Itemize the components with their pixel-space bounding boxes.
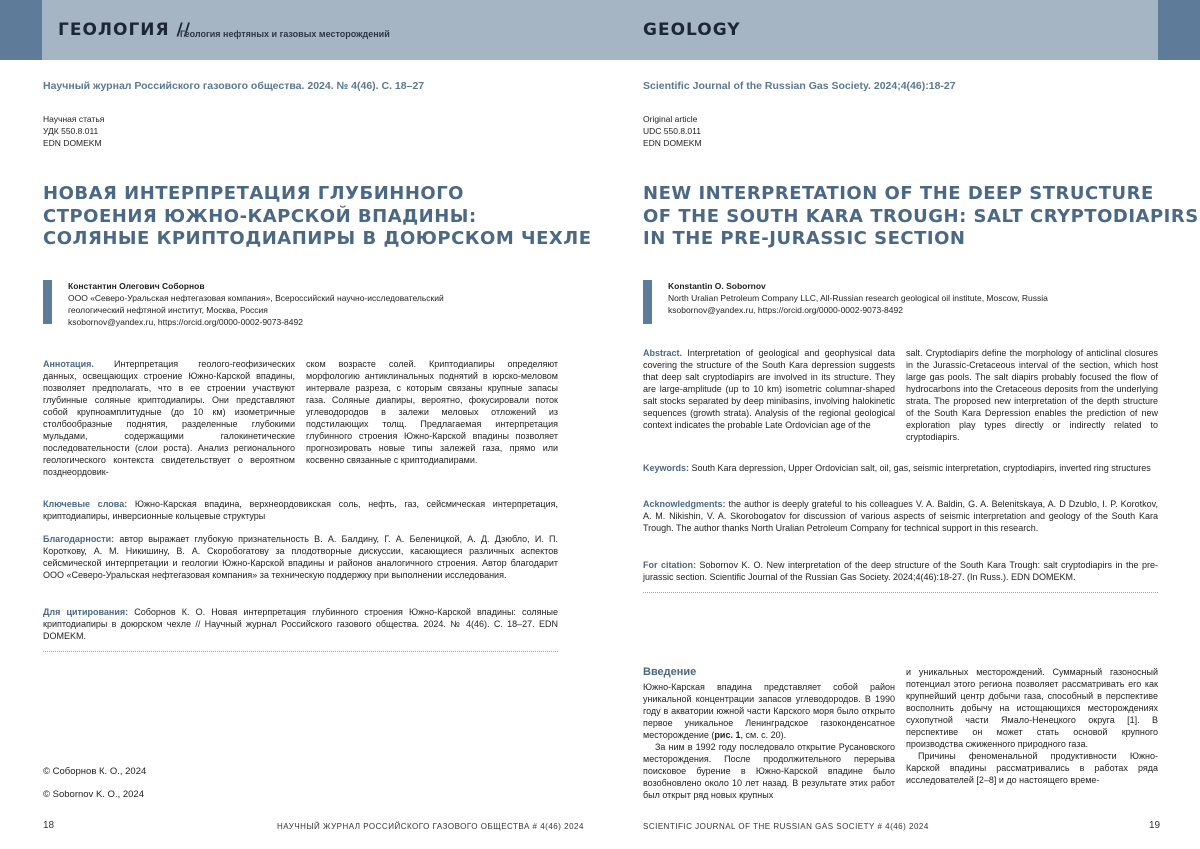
right-section-tab bbox=[1158, 0, 1200, 60]
keywords-text: South Kara depression, Upper Ordovician salt, oil, gas, seismic interpretation, cryptodiapirs, inverted ring structures bbox=[691, 463, 1151, 473]
author-affiliation: North Uralian Petroleum Company LLC, All-Russian research geological oil institute, Moscow, Russia bbox=[668, 293, 1048, 303]
citation-en bbox=[643, 559, 1158, 583]
article-title-ru bbox=[43, 183, 592, 251]
ack-label: Благодарности: bbox=[43, 534, 115, 544]
intro-text: Южно-Карская впадина представляет собой район уникальной концентрации запасов углеводородов. В 1990 году в акватории южной части Карского моря было открыто первое уникальное Ленинградское газоконденсатное месторождение ( bbox=[643, 682, 895, 740]
keywords-ru bbox=[43, 498, 558, 522]
article-meta-en bbox=[643, 113, 702, 149]
title-line: СОЛЯНЫЕ КРИПТОДИАПИРЫ В ДОЮРСКОМ ЧЕХЛЕ bbox=[43, 228, 592, 249]
abstract-ru bbox=[43, 358, 558, 483]
citation-ru bbox=[43, 606, 558, 642]
abstract-en bbox=[643, 347, 1158, 452]
author-block-ru bbox=[68, 280, 444, 328]
intro-paragraph: Причины феноменальной продуктивности Южно-Карской впадины рассматривались в работах ряда исследователей [2–8] и до настоящего време- bbox=[906, 751, 1158, 785]
abstract-col-1 bbox=[43, 358, 295, 478]
edn-code: EDN DOMEKM bbox=[643, 138, 702, 148]
author-affiliation: геологический нефтяной институт, Москва, Россия bbox=[68, 305, 268, 315]
intro-paragraph: и уникальных месторождений. Суммарный газоносный потенциал этого региона позволяет рассматривать его как крупнейший центр добычи газа, способный в перспективе восполнить добычу на истощающихся месторождениях сухопутной части Ямало-Ненецкого округа [1]. В перспективе он может стать основой крупного производства сжиженного природного газа. bbox=[906, 667, 1158, 749]
author-accent-bar bbox=[43, 280, 52, 324]
abstract-col-2: ском возрасте солей. Криптодиапиры определяют морфологию антиклинальных поднятий в юрско-меловом интервале разреза, с которым связаны крупные запасы газа. Соляные диапиры, вероятно, фокусировали поток углеводородов в залежи меловых отложений из подстилающих толщ. Предлагаемая интерпретация глубинного строения Южно-Карской впадины позволяет прогнозировать новые типы залежей газа, прямо или косвенно связанные с криптодиапирами. bbox=[306, 359, 558, 465]
ack-text: the author is deeply grateful to his colleagues V. A. Baldin, G. A. Belenitskaya, A. D Dzublo, I. P. Korotkov, A. M. Nikishin, V. A. Skorobogatov for discussion of various aspects of seismic interpretation and geology of the South Kara Trough. The author thanks North Uralian Petroleum Company for technical support in this research. bbox=[643, 499, 1158, 533]
cite-label: For citation: bbox=[643, 560, 696, 570]
author-name: Konstantin O. Sobornov bbox=[668, 281, 766, 291]
abstract-col-2: salt. Cryptodiapirs define the morphology of anticlinal closures in the Jurassic-Cretaceous interval of the section, which host large gas pools. The salt diapirs probably focused the flow of hydrocarbons into the Cretaceous deposits from the underlying strata. The proposed new interpretation of the depth structure of the South Kara Depression enables the prediction of new exploration play types directly or indirectly related to cryptodiapirs. bbox=[906, 348, 1158, 442]
article-meta-ru bbox=[43, 113, 104, 149]
keywords-label: Ключевые слова: bbox=[43, 499, 128, 509]
intro-heading: Введение bbox=[643, 666, 697, 678]
intro-paragraph bbox=[643, 681, 895, 741]
author-block-en bbox=[668, 280, 1048, 316]
journal-reference-ru: Научный журнал Российского газового общества. 2024. № 4(46). С. 18–27 bbox=[43, 80, 425, 92]
footer-journal-ru: НАУЧНЫЙ ЖУРНАЛ РОССИЙСКОГО ГАЗОВОГО ОБЩЕСТВА # 4(46) 2024 bbox=[277, 822, 584, 831]
intro-text: , см. с. 20). bbox=[740, 730, 787, 740]
dotted-divider bbox=[43, 651, 558, 652]
author-affiliation: ООО «Северо-Уральская нефтегазовая компания», Всероссийский научно-исследовательский bbox=[68, 293, 444, 303]
cite-text: Sobornov K. O. New interpretation of the deep structure of the South Kara Trough: salt cryptodiapirs in the pre-jurassic section. Scientific Journal of the Russian Gas Society. 2024;4(46):18-27. (In Russ.). EDN DOMEKM. bbox=[643, 560, 1158, 582]
author-name: Константин Олегович Соборнов bbox=[68, 281, 205, 291]
abstract-col-1 bbox=[643, 347, 895, 431]
journal-reference-en: Scientific Journal of the Russian Gas Society. 2024;4(46):18-27 bbox=[643, 80, 956, 92]
section-title-ru: ГЕОЛОГИЯ // bbox=[58, 20, 191, 40]
acknowledgments-ru bbox=[43, 533, 558, 581]
author-contact: ksobornov@yandex.ru, https://orcid.org/0000-0002-9073-8492 bbox=[68, 317, 303, 327]
abstract-text: Interpretation of geological and geophysical data covering the structure of the South Kara depression suggests that deep salt cryptodiapirs are involved in its structure. They are large-amplitude (up to 10 km) isometric columnar-shaped salt stocks separated by deep minibasins, involving halokinetic sequences (growth strata). Analysis of the regional geological context indicates the probable Late Ordovician age of the bbox=[643, 348, 895, 430]
keywords-text: Южно-Карская впадина, верхнеордовикская соль, нефть, газ, сейсмическая интерпретация, криптодиапиры, инверсионные кольцевые структуры bbox=[43, 499, 558, 521]
section-title-en: GEOLOGY bbox=[643, 20, 741, 40]
copyright-en: © Sobornov K. O., 2024 bbox=[43, 789, 145, 800]
abstract-label: Abstract. bbox=[643, 348, 683, 358]
title-line: OF THE SOUTH KARA TROUGH: SALT CRYPTODIAPIRS bbox=[643, 205, 1199, 227]
title-line: СТРОЕНИЯ ЮЖНО-КАРСКОЙ ВПАДИНЫ: bbox=[43, 205, 477, 227]
author-contact: ksobornov@yandex.ru, https://orcid.org/0000-0002-9073-8492 bbox=[668, 305, 903, 315]
abstract-label: Аннотация. bbox=[43, 359, 94, 369]
dotted-divider bbox=[643, 592, 1158, 593]
left-section-tab bbox=[0, 0, 42, 60]
title-line: IN THE PRE-JURASSIC SECTION bbox=[643, 228, 966, 249]
copyright-ru: © Соборнов К. О., 2024 bbox=[43, 766, 147, 777]
figure-reference: рис. 1 bbox=[714, 730, 741, 740]
intro-col-2 bbox=[906, 666, 1158, 786]
intro-paragraph: За ним в 1992 году последовало открытие Русановского месторождения. После продолжительного перерыва поисковое бурение в Южно-Карской впадине было возобновлено около 10 лет назад. В результате этих работ был открыт ряд новых крупных bbox=[643, 742, 895, 800]
edn-code: EDN DOMEKM bbox=[43, 138, 102, 148]
article-type: Научная статья bbox=[43, 114, 105, 124]
intro-col-1 bbox=[643, 681, 895, 801]
udc-code: UDC 550.8.011 bbox=[643, 126, 701, 136]
keywords-en bbox=[643, 462, 1158, 474]
cite-text: Соборнов К. О. Новая интерпретация глубинного строения Южно-Карской впадины: соляные криптодиапиры в доюрском чехле // Научный журнал Российского газового общества. 2024. № 4(46). С. 18–27. EDN DOMEKM. bbox=[43, 607, 558, 641]
article-type: Original article bbox=[643, 114, 698, 124]
cite-label: Для цитирования: bbox=[43, 607, 129, 617]
abstract-text: Интерпретация геолого-геофизических данных, освещающих строение Южно-Карской впадины, позволяет предполагать, что в ее строении участвуют глубинные соляные криптодиапиры. Они представляют собой крупноамплитудные (до 10 км) изометричные столбообразные поднятия, разделенные глубокими мульдами, содержащими галокинетические последовательности (слои роста). Анализ регионального геологического контекста свидетельствует о вероятном позднеордовик- bbox=[43, 359, 295, 477]
title-line: NEW INTERPRETATION OF THE DEEP STRUCTURE bbox=[643, 183, 1154, 204]
ack-label: Acknowledgments: bbox=[643, 499, 726, 509]
section-subtitle-ru: Геология нефтяных и газовых месторождений bbox=[180, 29, 390, 39]
right-page bbox=[600, 0, 1200, 849]
page-number-right: 19 bbox=[1149, 820, 1161, 831]
ack-text: автор выражает глубокую признательность В. А. Балдину, Г. А. Беленицкой, А. Д. Дзюбло, И. П. Короткову, А. М. Никишину, В. А. Скоробогатову за плодотворные дискуссии, касающиеся различных аспектов сейсмической интерпретации и геологии Южно-Карской впадины и районов аналогичного строения. Автор благодарит ООО «Северо-Уральская нефтегазовая компания» за техническую поддержку при выполнении исследования. bbox=[43, 534, 558, 580]
keywords-label: Keywords: bbox=[643, 463, 690, 473]
udc-code: УДК 550.8.011 bbox=[43, 126, 99, 136]
footer-journal-en: SCIENTIFIC JOURNAL OF THE RUSSIAN GAS SOCIETY # 4(46) 2024 bbox=[643, 822, 929, 831]
page-number-left: 18 bbox=[43, 820, 55, 831]
acknowledgments-en bbox=[643, 498, 1158, 534]
title-line: НОВАЯ ИНТЕРПРЕТАЦИЯ ГЛУБИННОГО bbox=[43, 183, 464, 204]
author-accent-bar bbox=[643, 280, 652, 324]
article-title-en bbox=[643, 183, 1199, 251]
